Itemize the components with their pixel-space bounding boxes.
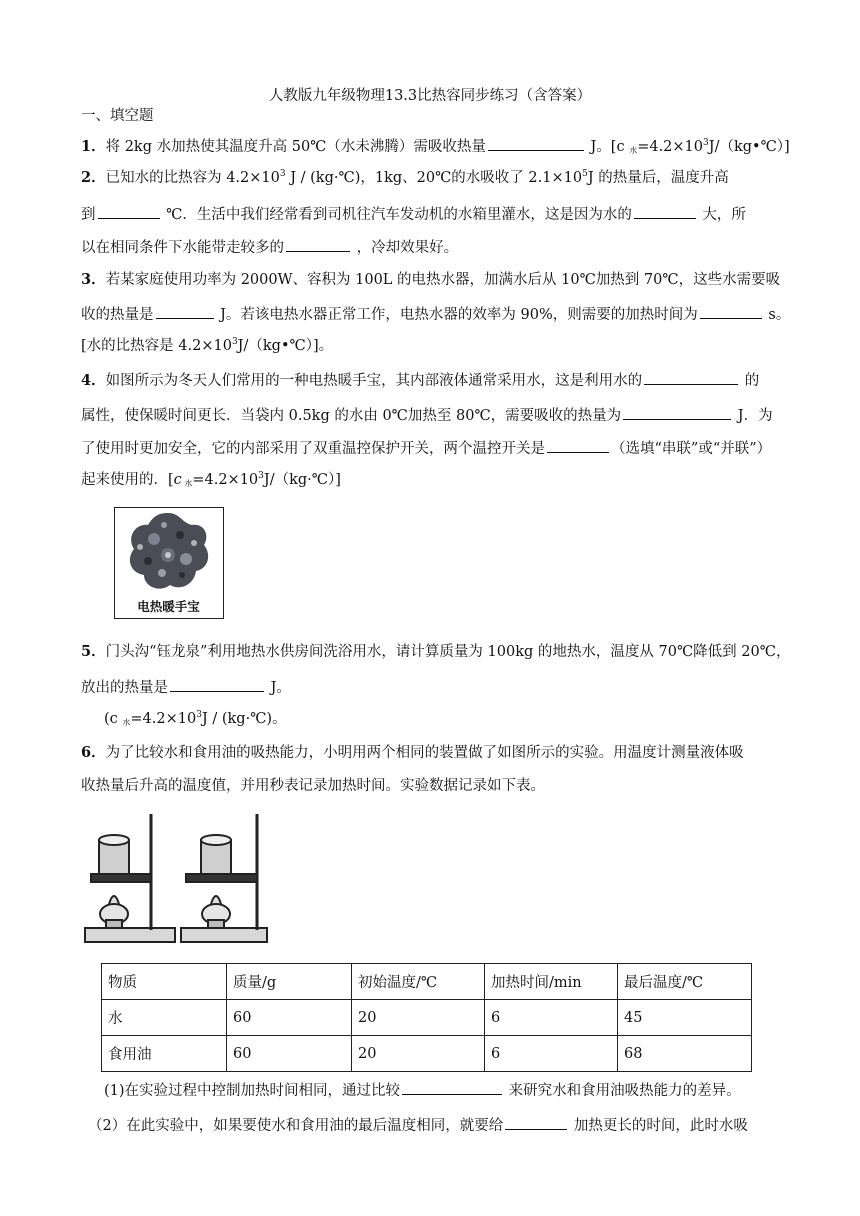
answer-blank[interactable] bbox=[170, 676, 264, 692]
question-text: 来研究水和食用油吸热能力的差异。 bbox=[504, 1083, 741, 1099]
question-4-line-1 bbox=[81, 369, 759, 391]
table-cell: 水 bbox=[102, 1000, 227, 1036]
superscript: 3 bbox=[703, 138, 709, 148]
italic-symbol: c bbox=[173, 472, 182, 488]
answer-blank[interactable] bbox=[634, 203, 696, 219]
subscript: 水 bbox=[629, 146, 638, 155]
answer-blank[interactable] bbox=[644, 369, 738, 385]
question-text: 到 bbox=[81, 207, 96, 223]
table-cell: 6 bbox=[485, 1036, 618, 1072]
figure-caption: 电热暖手宝 bbox=[137, 599, 200, 614]
question-text: 如图所示为冬天人们常用的一种电热暖手宝，其内部液体通常采用水，这是利用水的 bbox=[105, 373, 643, 389]
answer-blank[interactable] bbox=[623, 404, 731, 420]
question-text: 加热更长的时间，此时水吸 bbox=[569, 1118, 748, 1134]
question-text: =4.2×10 bbox=[130, 711, 197, 727]
question-5-line-1 bbox=[81, 642, 790, 662]
question-text: =4.2×10 bbox=[192, 472, 259, 488]
table-header-cell: 质量/g bbox=[227, 964, 352, 1000]
question-text: =4.2×10 bbox=[637, 139, 704, 155]
question-text: 属性，使保暖时间更长．当袋内 0.5kg 的水由 0℃加热至 80℃，需要吸收的热量为 bbox=[81, 408, 622, 424]
question-4-line-3 bbox=[81, 437, 771, 459]
table-row bbox=[102, 1000, 752, 1036]
question-text: 将 2kg 水加热使其温度升高 50℃（水未沸腾）需吸收热量 bbox=[105, 139, 486, 155]
question-text: J 的热量后，温度升高 bbox=[587, 170, 729, 186]
table-header-cell: 加热时间/min bbox=[485, 964, 618, 1000]
superscript: 3 bbox=[258, 471, 264, 481]
question-text: 起来使用的．[ bbox=[81, 472, 174, 488]
table-header-cell: 初始温度/℃ bbox=[352, 964, 485, 1000]
question-6-part-1 bbox=[104, 1079, 741, 1101]
question-6-line-2 bbox=[81, 776, 545, 796]
question-text: 大，所 bbox=[697, 207, 746, 223]
question-text: 了使用时更加安全，它的内部采用了双重温控保护开关，两个温控开关是 bbox=[81, 441, 545, 457]
answer-blank[interactable] bbox=[98, 203, 160, 219]
table-cell: 45 bbox=[618, 1000, 752, 1036]
question-text: (c bbox=[104, 711, 123, 727]
question-text: 放出的热量是 bbox=[81, 680, 168, 696]
table-cell: 20 bbox=[352, 1036, 485, 1072]
question-text: (1)在实验过程中控制加热时间相同，通过比较 bbox=[104, 1083, 401, 1099]
experiment-data-table bbox=[101, 963, 752, 1072]
answer-blank[interactable] bbox=[505, 1114, 567, 1130]
question-text: ，冷却效果好。 bbox=[352, 240, 459, 256]
table-cell: 食用油 bbox=[102, 1036, 227, 1072]
question-1 bbox=[81, 135, 790, 157]
question-6-part-2 bbox=[88, 1114, 748, 1136]
question-text: 收热量后升高的温度值，并用秒表记录加热时间。实验数据记录如下表。 bbox=[81, 778, 545, 794]
table-cell: 60 bbox=[227, 1036, 352, 1072]
question-text: [水的比热容是 4.2×10 bbox=[81, 338, 232, 354]
section-heading: 一、填空题 bbox=[81, 108, 154, 124]
answer-blank[interactable] bbox=[488, 135, 584, 151]
question-text: J/（kg•℃）]。 bbox=[237, 338, 334, 354]
table-header-cell: 物质 bbox=[102, 964, 227, 1000]
question-text: 已知水的比热容为 4.2×10 bbox=[105, 170, 280, 186]
question-number: 6． bbox=[81, 744, 106, 761]
question-text: J / (kg·℃)，1kg、20℃的水吸收了 2.1×10 bbox=[285, 170, 583, 186]
question-text: ℃．生活中我们经常看到司机往汽车发动机的水箱里灌水，这是因为水的 bbox=[161, 207, 632, 223]
table-header-cell: 最后温度/℃ bbox=[618, 964, 752, 1000]
question-text: 门头沟“钰龙泉”利用地热水供房间洗浴用水，请计算质量为 100kg 的地热水，温度从 70℃降低到 20℃， bbox=[105, 644, 791, 660]
question-text: （选填“串联”或“并联”） bbox=[611, 441, 772, 457]
question-number: 2． bbox=[81, 169, 106, 186]
question-text: J。 bbox=[266, 680, 291, 696]
answer-blank[interactable] bbox=[547, 437, 609, 453]
question-4-line-4 bbox=[81, 470, 341, 490]
question-number: 1． bbox=[81, 138, 106, 155]
question-text: （2）在此实验中，如果要使水和食用油的最后温度相同，就要给 bbox=[88, 1118, 504, 1134]
question-number: 4． bbox=[81, 372, 106, 389]
question-text: J．为 bbox=[733, 408, 773, 424]
question-2-line-3 bbox=[81, 236, 458, 258]
superscript: 3 bbox=[196, 710, 202, 720]
question-2-line-2 bbox=[81, 203, 746, 225]
table-cell: 6 bbox=[485, 1000, 618, 1036]
question-text: J/（kg·℃）] bbox=[263, 472, 341, 488]
question-text: 若某家庭使用功率为 2000W、容积为 100L 的电热水器，加满水后从 10℃加热到 70℃，这些水需要吸 bbox=[105, 272, 781, 288]
answer-blank[interactable] bbox=[402, 1079, 502, 1095]
question-4-line-2 bbox=[81, 404, 773, 426]
subscript: 水 bbox=[122, 718, 131, 727]
table-cell: 20 bbox=[352, 1000, 485, 1036]
question-text: 以在相同条件下水能带走较多的 bbox=[81, 240, 284, 256]
question-2-line-1 bbox=[81, 168, 729, 188]
question-text: 为了比较水和食用油的吸热能力，小明用两个相同的装置做了如图所示的实验。用温度计测量液体吸 bbox=[105, 745, 744, 761]
question-3-line-2 bbox=[81, 303, 790, 325]
question-3-line-1 bbox=[81, 270, 780, 290]
table-cell: 68 bbox=[618, 1036, 752, 1072]
document-title: 人教版九年级物理13.3比热容同步练习（含答案） bbox=[268, 88, 592, 104]
table-cell: 60 bbox=[227, 1000, 352, 1036]
table-header-row bbox=[102, 964, 752, 1000]
superscript: 3 bbox=[279, 169, 286, 179]
question-text: J。[c bbox=[585, 139, 630, 155]
answer-blank[interactable] bbox=[286, 236, 350, 252]
question-5-line-3 bbox=[104, 709, 287, 729]
question-text: 的 bbox=[740, 373, 760, 389]
experiment-apparatus-figure bbox=[81, 808, 271, 953]
question-text: s。 bbox=[763, 307, 791, 323]
question-5-line-2 bbox=[81, 676, 291, 698]
question-number: 3． bbox=[81, 271, 106, 288]
table-row bbox=[102, 1036, 752, 1072]
question-text: J。若该电热水器正常工作，电热水器的效率为 90%，则需要的加热时间为 bbox=[215, 307, 698, 323]
question-3-line-3 bbox=[81, 336, 333, 356]
superscript: 3 bbox=[231, 337, 238, 347]
subscript: 水 bbox=[181, 479, 193, 488]
question-text: 收的热量是 bbox=[81, 307, 154, 323]
hand-warmer-figure bbox=[114, 507, 224, 619]
question-6-line-1 bbox=[81, 743, 744, 763]
superscript: 5 bbox=[582, 169, 588, 179]
question-text: J/（kg•℃）] bbox=[708, 139, 790, 155]
question-text: J / (kg·℃)。 bbox=[201, 711, 287, 727]
answer-blank[interactable] bbox=[700, 303, 762, 319]
question-number: 5． bbox=[81, 643, 106, 660]
answer-blank[interactable] bbox=[156, 303, 214, 319]
apparatus-illustration bbox=[81, 808, 271, 953]
hand-warmer-illustration bbox=[115, 508, 222, 596]
